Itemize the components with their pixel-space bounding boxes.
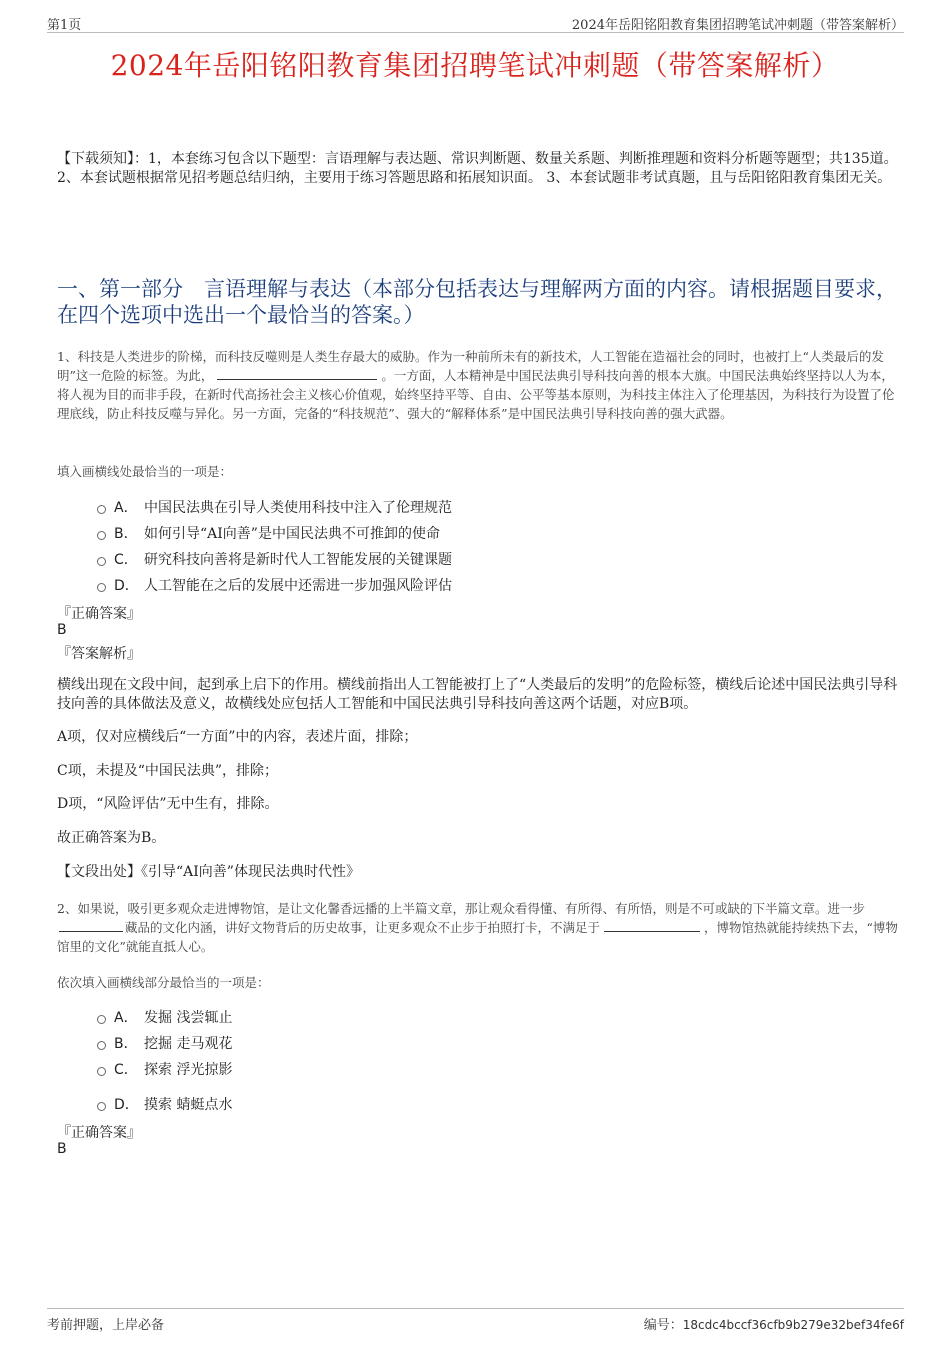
question-1-text [57, 347, 902, 423]
radio-icon[interactable] [97, 557, 106, 566]
radio-icon[interactable] [97, 1102, 106, 1111]
document-code-value: 18cdc4bccf36cfb9b279e32bef34fe6f [682, 1318, 904, 1332]
question-1-text-before: 1、科技是人类进步的阶梯，而科技反噬则是人类生存最大的威胁。作为一种前所未有的新技术，人工智能在造福社会的同时，也被打上“人类最后的发明”这一危险的标签。为此， [57, 349, 884, 383]
question-1-option-b[interactable] [97, 523, 440, 543]
analysis-paragraph: C项，未提及“中国民法典”，排除； [57, 763, 279, 779]
page-title: 2024年岳阳铭阳教育集团招聘笔试冲刺题（带答案解析） [110, 49, 840, 82]
radio-icon[interactable] [97, 1015, 106, 1024]
question-1-answer: B [57, 622, 67, 638]
radio-icon[interactable] [97, 583, 106, 592]
question-2-text [57, 899, 902, 956]
question-2-answer: B [57, 1141, 67, 1157]
question-1-option-c[interactable] [97, 549, 452, 569]
download-notice: 【下载须知】：1，本套练习包含以下题型：言语理解与表达题、常识判断题、数量关系题、判断推理题和资料分析题等题型；共135道。 2、本套试题根据常见招考题总结归纳，主要用于练习答题思路和拓展知识面。 3、本套试题非考试真题，且与岳阳铭阳教育集团无关。 [57, 151, 898, 186]
option-letter: B． [114, 1036, 138, 1052]
header-divider [47, 32, 904, 33]
question-2-text-c: ，博物馆热就能持续热下去，“博物馆里的文化”就能直抵人心。 [57, 920, 898, 954]
option-letter: D． [114, 1097, 139, 1113]
option-letter: C． [114, 552, 138, 568]
section-heading: 一、第一部分 言语理解与表达（本部分包括表达与理解两方面的内容。请根据题目要求，在四个选项中选出一个最恰当的答案。） [57, 277, 897, 327]
question-2-option-c[interactable] [97, 1059, 232, 1079]
analysis-paragraph: D项，“风险评估”无中生有，排除。 [57, 796, 279, 812]
question-1-text-after: 。一方面，人本精神是中国民法典引导科技向善的根本大旗。中国民法典始终坚持以人为本，将人视为目的而非手段，在新时代高扬社会主义核心价值观，始终坚持平等、自由、公平等基本原则，为科技主体注入了伦理基因，为科技行为设置了伦理底线，防止科技反噬与异化。另一方面，完备的“科技规范”、强大的“解释体系”是中国民法典引导科技向善的强大武器。 [57, 368, 895, 421]
option-letter: A． [114, 500, 138, 516]
question-1-prompt: 填入画横线处最恰当的一项是： [57, 464, 233, 479]
question-2-text-a: 2、如果说，吸引更多观众走进博物馆，是让文化馨香远播的上半篇文章，那让观众看得懂、有所得、有所悟，则是不可或缺的下半篇文章。进一步 [57, 901, 865, 916]
option-letter: C． [114, 1062, 138, 1078]
question-1-option-a[interactable] [97, 497, 452, 517]
question-1-option-d[interactable] [97, 575, 452, 595]
option-letter: A． [114, 1010, 138, 1026]
question-2-answer-label: 『正确答案』 [57, 1125, 141, 1141]
question-2-option-a[interactable] [97, 1007, 232, 1027]
page-number: 第1页 [47, 18, 82, 33]
question-2-blank-1 [59, 919, 123, 932]
question-1-answer-label: 『正确答案』 [57, 606, 141, 622]
option-text: 如何引导“AI向善”是中国民法典不可推卸的使命 [144, 526, 440, 542]
option-text: 挖掘 走马观花 [144, 1036, 233, 1052]
analysis-paragraph: 横线出现在文段中间，起到承上启下的作用。横线前指出人工智能被打上了“人类最后的发明”的危险标签，横线后论述中国民法典引导科技向善的具体做法及意义，故横线处应包括人工智能和中国民法典引导科技向善这两个话题，对应B项。 [57, 677, 898, 712]
radio-icon[interactable] [97, 1067, 106, 1076]
option-text: 研究科技向善将是新时代人工智能发展的关键课题 [144, 552, 452, 568]
analysis-paragraph: 故正确答案为B。 [57, 830, 166, 846]
analysis-paragraph: A项，仅对应横线后“一方面”中的内容，表述片面，排除； [57, 729, 418, 745]
radio-icon[interactable] [97, 1041, 106, 1050]
document-code-label: 编号： [643, 1318, 683, 1333]
question-2-option-d[interactable] [97, 1094, 232, 1114]
option-text: 人工智能在之后的发展中还需进一步加强风险评估 [144, 578, 452, 594]
option-text: 发掘 浅尝辄止 [144, 1010, 233, 1026]
question-1-blank [217, 367, 377, 380]
option-text: 探索 浮光掠影 [144, 1062, 233, 1078]
question-2-text-b: 藏品的文化内涵，讲好文物背后的历史故事，让更多观众不止步于拍照打卡，不满足于 [125, 920, 601, 935]
radio-icon[interactable] [97, 505, 106, 514]
question-2-option-b[interactable] [97, 1033, 232, 1053]
option-letter: D． [114, 578, 139, 594]
question-2-blank-2 [604, 919, 700, 932]
option-text: 中国民法典在引导人类使用科技中注入了伦理规范 [144, 500, 452, 516]
source-citation: 【文段出处】《引导“AI向善”体现民法典时代性》 [57, 864, 360, 880]
document-code [644, 1314, 904, 1333]
radio-icon[interactable] [97, 531, 106, 540]
option-letter: B． [114, 526, 138, 542]
option-text: 摸索 蜻蜓点水 [144, 1097, 233, 1113]
running-title: 2024年岳阳铭阳教育集团招聘笔试冲刺题（带答案解析） [571, 18, 904, 33]
footer-divider [47, 1308, 904, 1309]
question-2-prompt: 依次填入画横线部分最恰当的一项是： [57, 975, 270, 990]
footer-slogan: 考前押题，上岸必备 [47, 1318, 165, 1333]
question-1-analysis-label: 『答案解析』 [57, 646, 141, 662]
